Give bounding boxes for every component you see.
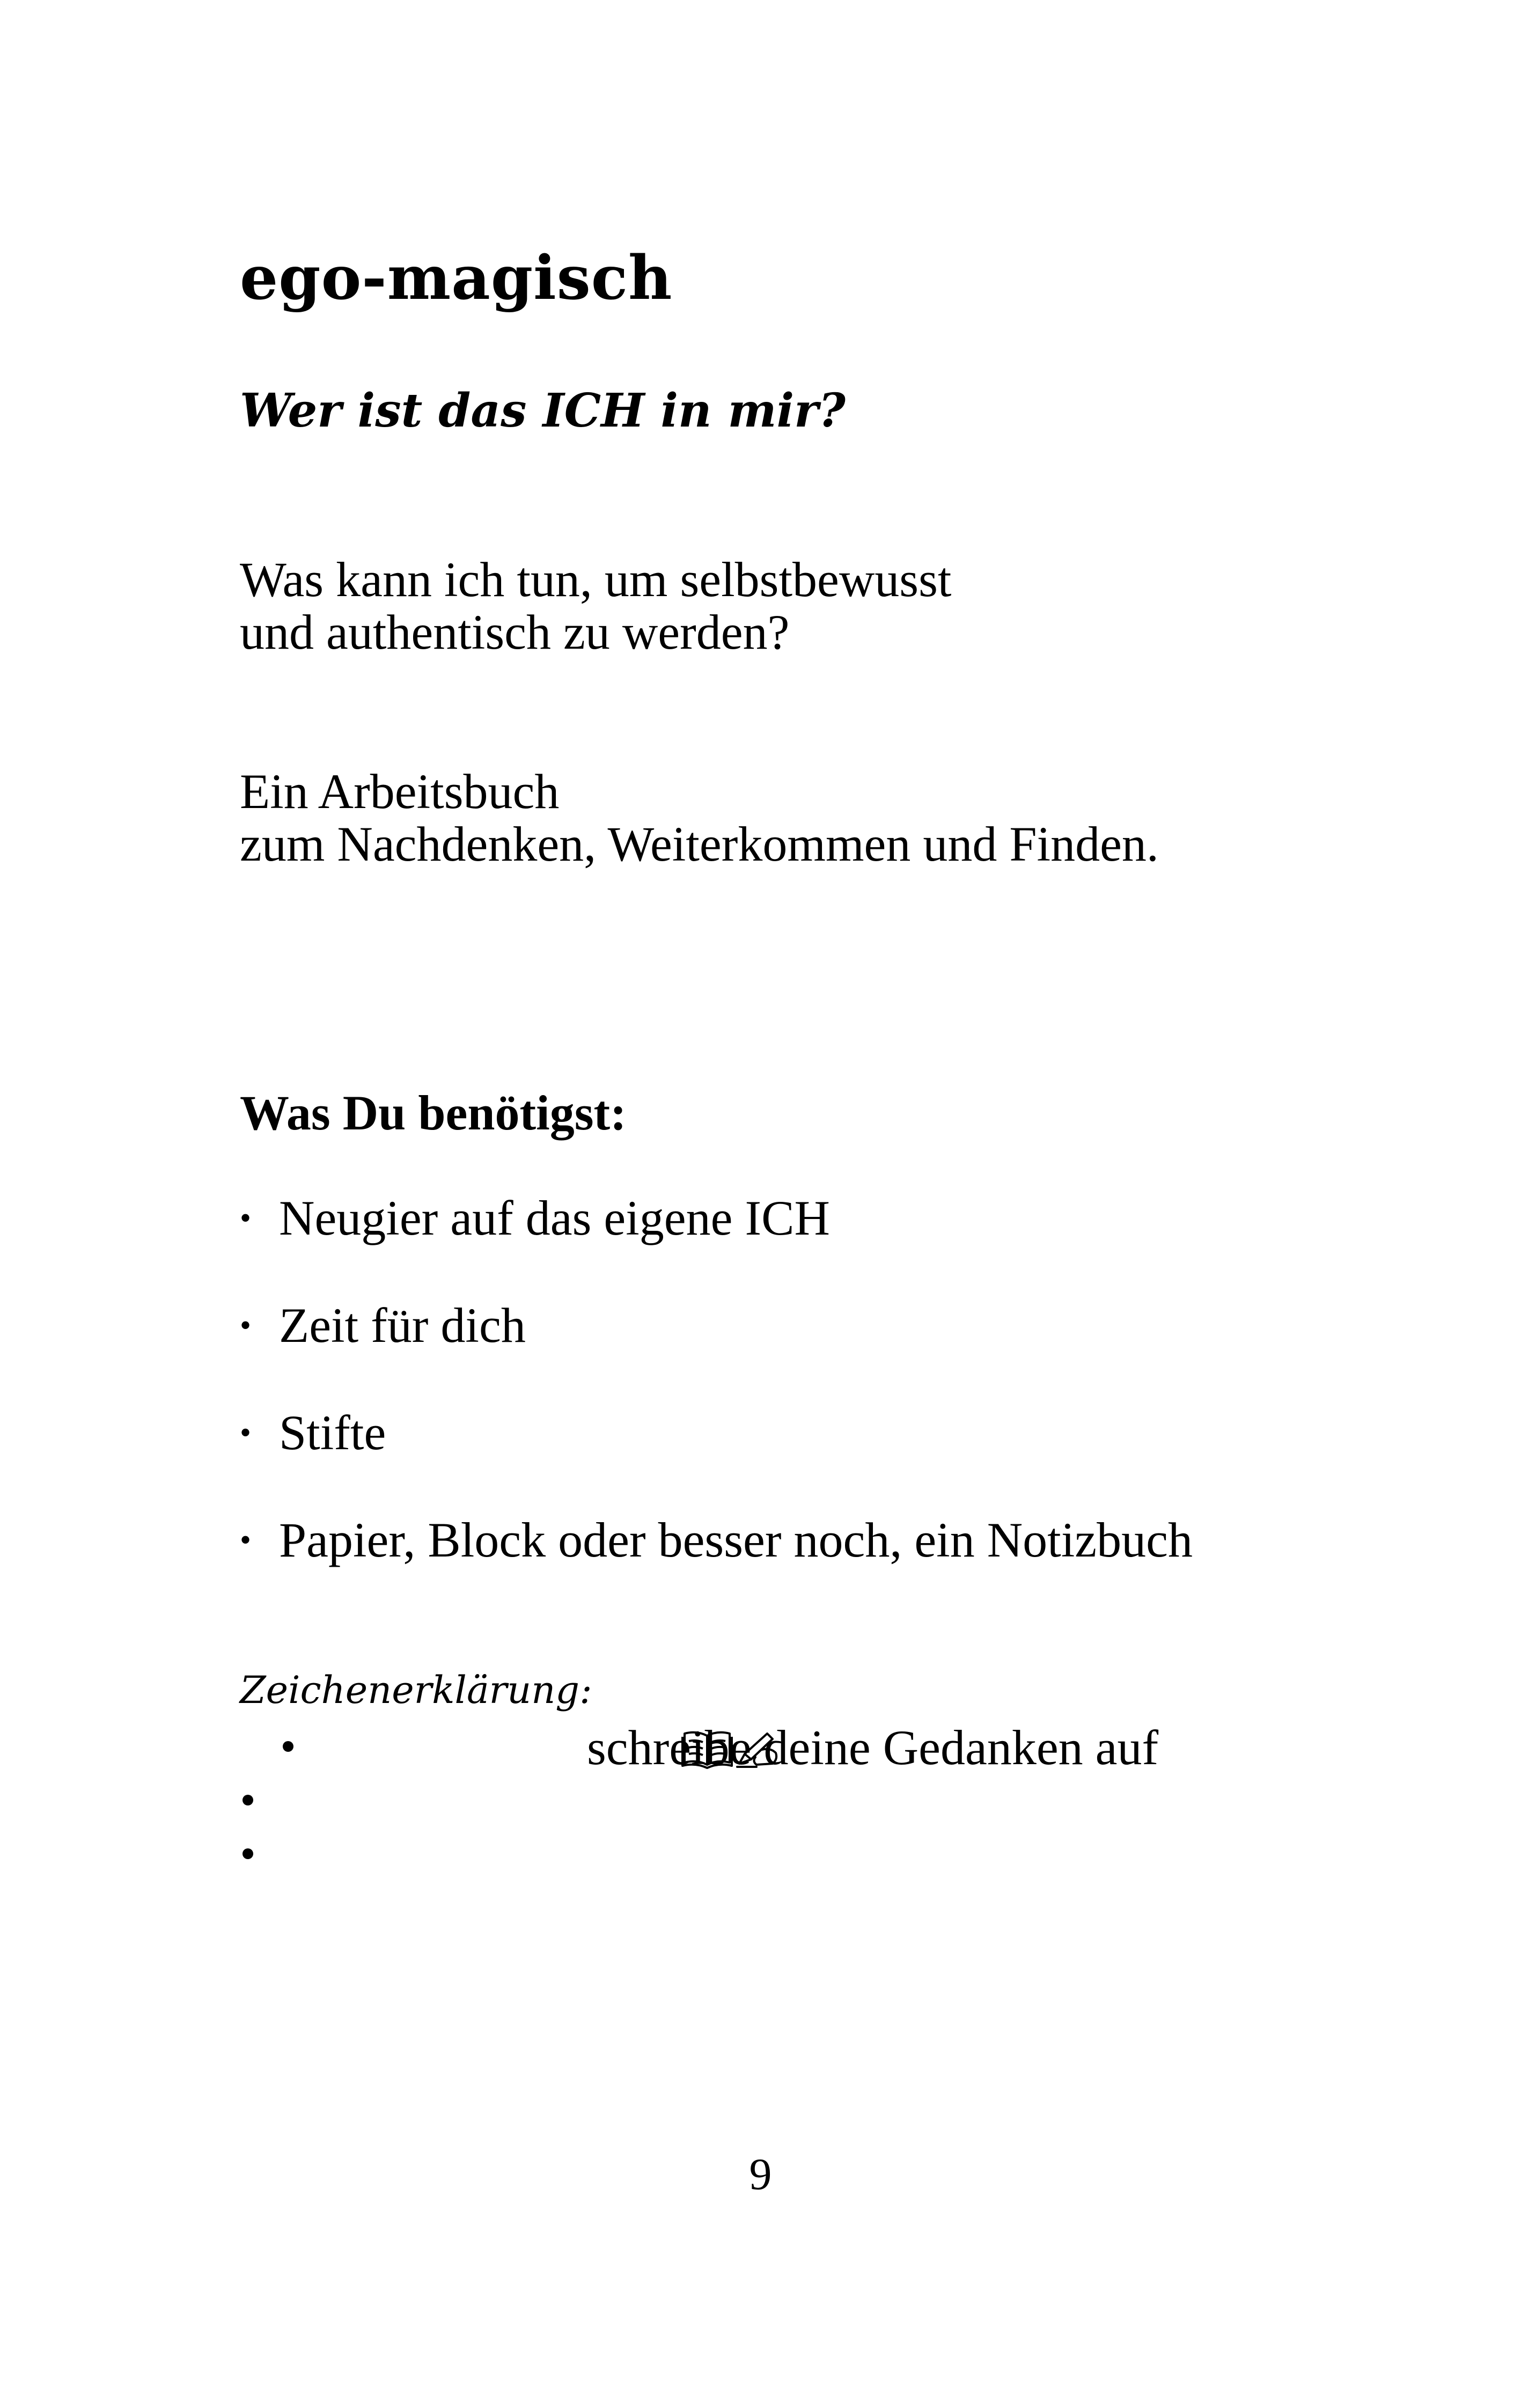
intro-line: und authentisch zu werden? (240, 605, 790, 659)
description-line: Ein Arbeitsbuch (240, 764, 560, 819)
legend-list (240, 1720, 1313, 1881)
bullet-dot (283, 1741, 293, 1752)
list-item-text: Neugier auf das eigene ICH (279, 1191, 830, 1245)
legend-item (240, 1773, 1313, 1827)
intro-line: Was kann ich tun, um selbstbewusst (240, 552, 952, 607)
needs-heading: Was Du benötigst: (240, 1085, 627, 1140)
legend-label: Zeichenerklärung: (240, 1668, 592, 1712)
page-subtitle: Wer ist das ICH in mir? (240, 384, 846, 438)
bullet: • (240, 1200, 252, 1236)
bullet: • (240, 1308, 252, 1343)
page-number: 9 (749, 2149, 772, 2199)
description-paragraph (240, 765, 1159, 870)
legend-item (240, 1827, 1313, 1881)
page-title: ego-magisch (240, 243, 673, 313)
legend-item-text: schreibe deine Gedanken auf (587, 1720, 1159, 1775)
bullet-dot (243, 1795, 253, 1805)
bullet: • (240, 1522, 252, 1558)
bullet: • (240, 1415, 252, 1450)
legend-item (240, 1720, 1313, 1773)
list-item-text: Papier, Block oder besser noch, ein Notizbuch (279, 1513, 1193, 1567)
list-item-text: Zeit für dich (279, 1298, 526, 1353)
bullet-dot (243, 1848, 253, 1859)
list-item-text: Stifte (279, 1405, 386, 1460)
description-line: zum Nachdenken, Weiterkommen und Finden. (240, 817, 1159, 871)
intro-paragraph (240, 553, 951, 658)
